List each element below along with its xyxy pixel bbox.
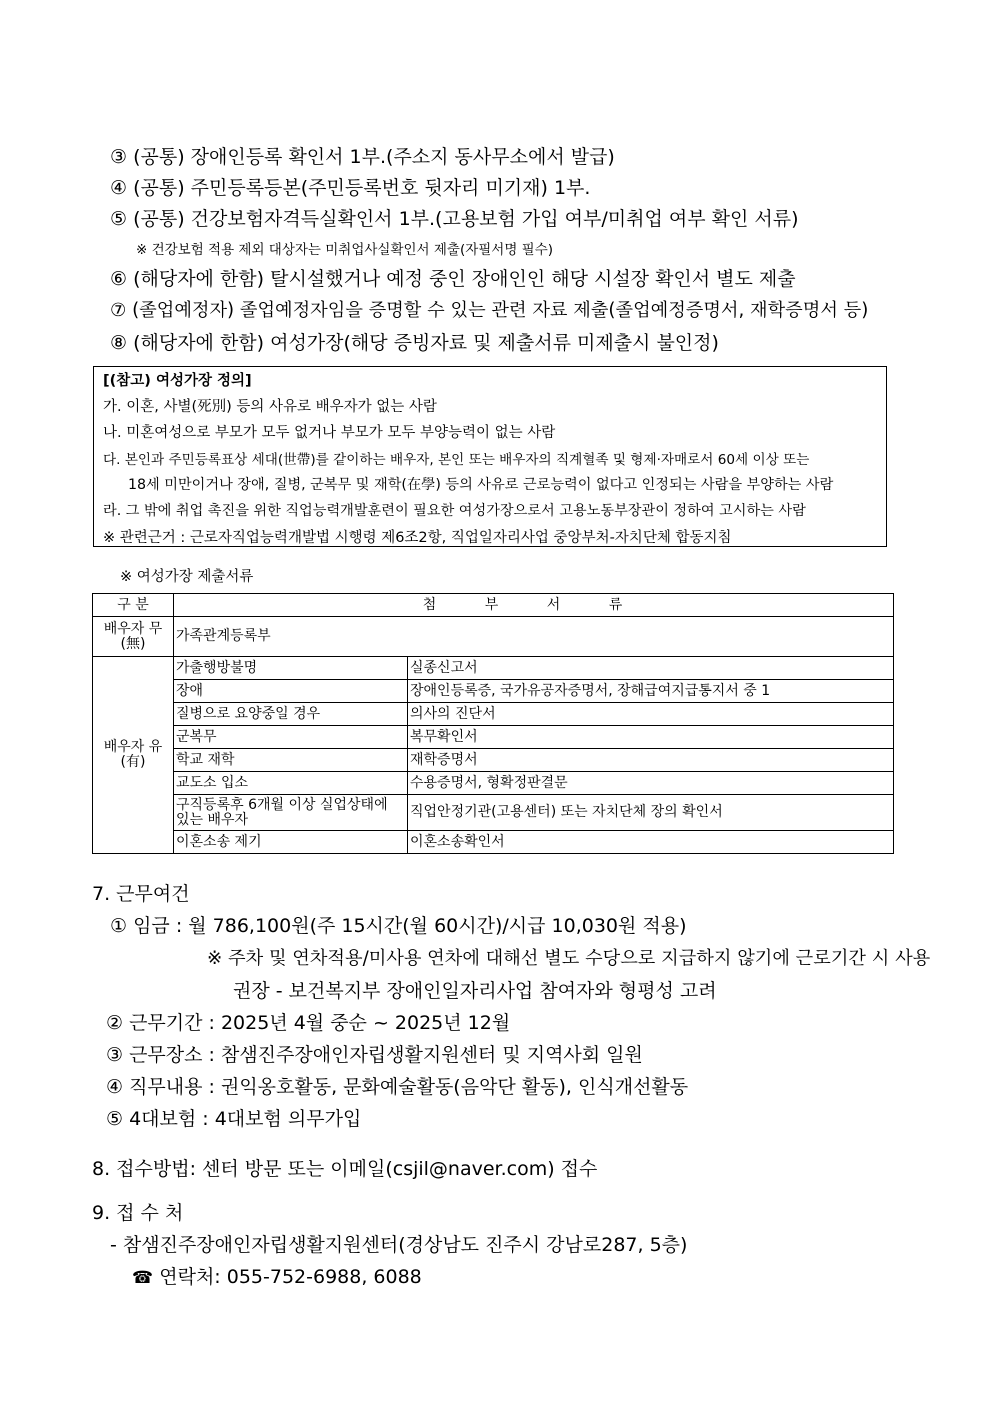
condition-cell: 구직등록후 6개월 이상 실업상태에 있는 배우자 xyxy=(174,795,408,831)
reference-basis: ※ 관련근거 : 근로자직업능력개발법 시행령 제6조2항, 직업일자리사업 중앙부처-자치단체 합동지침 xyxy=(103,530,732,546)
condition-cell: 학교 재학 xyxy=(174,749,408,772)
table-row xyxy=(93,680,894,703)
table-header-documents xyxy=(174,594,894,617)
reference-line: 라. 그 밖에 취업 촉진을 위한 직업능력개발훈련이 필요한 여성가장으로서 고용노동부장관이 정하여 고시하는 사람 xyxy=(103,503,806,519)
table-row xyxy=(93,726,894,749)
condition-cell: 질병으로 요양중일 경우 xyxy=(174,703,408,726)
docs-table xyxy=(92,593,894,854)
section-8-application-method: 8. 접수방법: 센터 방문 또는 이메일(csjil@naver.com) 접수 xyxy=(92,1158,598,1180)
reference-line: 18세 미만이거나 장애, 질병, 군복무 및 재학(在學) 등의 사유로 근로능력이 없다고 인정되는 사람을 부양하는 사람 xyxy=(128,477,834,493)
doc-item-6: ⑥ (해당자에 한함) 탈시설했거나 예정 중인 장애인인 해당 시설장 확인서 별도 제출 xyxy=(110,268,796,290)
section-9-heading: 9. 접 수 처 xyxy=(92,1202,184,1224)
table-header-row xyxy=(93,594,894,617)
wage-note: ※ 주차 및 연차적용/미사용 연차에 대해선 별도 수당으로 지급하지 않기에 근로기간 시 사용 xyxy=(207,948,931,969)
document-cell: 복무확인서 xyxy=(408,726,894,749)
work-insurance: ⑤ 4대보험 : 4대보험 의무가입 xyxy=(106,1108,362,1130)
document-cell: 수용증명서, 형확정판결문 xyxy=(408,772,894,795)
wage-line: ① 임금 : 월 786,100원(주 15시간(월 60시간)/시급 10,030원 적용) xyxy=(110,915,687,937)
table-row xyxy=(93,831,894,854)
document-cell: 이혼소송확인서 xyxy=(408,831,894,854)
with-spouse-label: 배우자 유(有) xyxy=(93,657,174,854)
table-header-category: 구 분 xyxy=(93,594,174,617)
docs-table-caption: ※ 여성가장 제출서류 xyxy=(120,569,254,585)
doc-item-3: ③ (공통) 장애인등록 확인서 1부.(주소지 동사무소에서 발급) xyxy=(110,146,615,168)
work-place: ③ 근무장소 : 참샘진주장애인자립생활지원센터 및 지역사회 일원 xyxy=(106,1044,643,1066)
condition-cell: 장애 xyxy=(174,680,408,703)
document-cell: 장애인등록증, 국가유공자증명서, 장해급여지급통지서 중 1 xyxy=(408,680,894,703)
work-duties: ④ 직무내용 : 권익옹호활동, 문화예술활동(음악단 활동), 인식개선활동 xyxy=(106,1076,689,1098)
reference-line: 나. 미혼여성으로 부모가 모두 없거나 부모가 모두 부양능력이 없는 사람 xyxy=(103,425,556,441)
table-row xyxy=(93,617,894,657)
table-row xyxy=(93,795,894,831)
reference-line: 다. 본인과 주민등록표상 세대(世帶)를 같이하는 배우자, 본인 또는 배우자의 직계혈족 및 형제·자매로서 60세 이상 또는 xyxy=(103,452,810,468)
condition-cell: 교도소 입소 xyxy=(174,772,408,795)
document-cell: 의사의 진단서 xyxy=(408,703,894,726)
contact-line xyxy=(132,1262,422,1289)
table-row xyxy=(93,772,894,795)
document-cell: 직업안정기관(고용센터) 또는 자치단체 장의 확인서 xyxy=(408,795,894,831)
table-row xyxy=(93,703,894,726)
no-spouse-label: 배우자 무(無) xyxy=(93,617,174,657)
table-header-documents-label: 첨 부 서 류 xyxy=(422,596,645,613)
wage-note-cont: 권장 - 보건복지부 장애인일자리사업 참여자와 형평성 고려 xyxy=(233,980,717,1002)
doc-item-5: ⑤ (공통) 건강보험자격득실확인서 1부.(고용보험 가입 여부/미취업 여부 확인 서류) xyxy=(110,208,799,230)
table-row xyxy=(93,657,894,680)
work-period: ② 근무기간 : 2025년 4월 중순 ~ 2025년 12월 xyxy=(106,1012,511,1034)
document-cell: 재학증명서 xyxy=(408,749,894,772)
no-spouse-doc: 가족관계등록부 xyxy=(174,617,894,657)
condition-cell: 가출행방불명 xyxy=(174,657,408,680)
doc-item-8: ⑧ (해당자에 한함) 여성가장(해당 증빙자료 및 제출서류 미제출시 불인정) xyxy=(110,332,719,354)
reference-line: 가. 이혼, 사별(死別) 등의 사유로 배우자가 없는 사람 xyxy=(103,399,437,415)
section-7-heading: 7. 근무여건 xyxy=(92,883,190,905)
contact-text: 연락처: 055-752-6988, 6088 xyxy=(159,1266,422,1288)
table-row xyxy=(93,749,894,772)
document-cell: 실종신고서 xyxy=(408,657,894,680)
condition-cell: 이혼소송 제기 xyxy=(174,831,408,854)
condition-cell: 군복무 xyxy=(174,726,408,749)
doc-item-4: ④ (공통) 주민등록등본(주민등록번호 뒷자리 미기재) 1부. xyxy=(110,177,591,199)
office-address: - 참샘진주장애인자립생활지원센터(경상남도 진주시 강남로287, 5층) xyxy=(110,1234,688,1256)
doc-item-7: ⑦ (졸업예정자) 졸업예정자임을 증명할 수 있는 관련 자료 제출(졸업예정증명서, 재학증명서 등) xyxy=(110,300,869,321)
doc-item-5-note: ※ 건강보험 적용 제외 대상자는 미취업사실확인서 제출(자필서명 필수) xyxy=(136,242,554,258)
telephone-icon: ☎ xyxy=(132,1268,154,1288)
reference-title: [(참고) 여성가장 정의] xyxy=(103,373,252,389)
